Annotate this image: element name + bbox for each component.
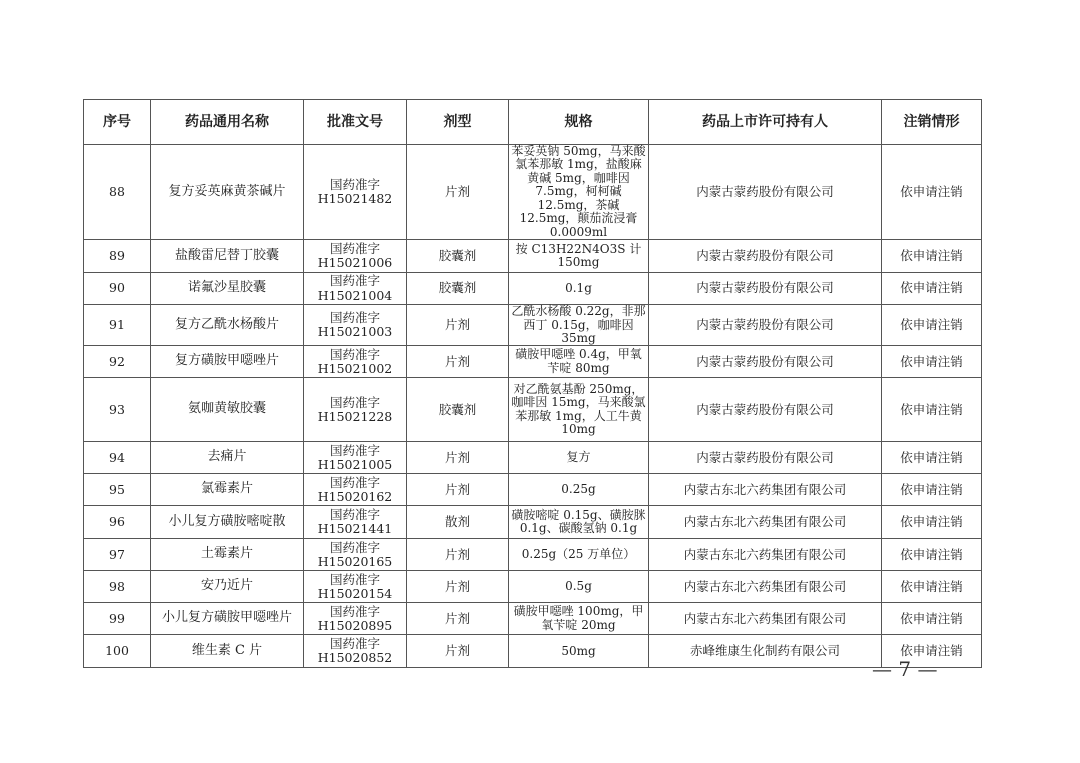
row-number: 95 bbox=[84, 474, 151, 506]
drug-name: 复方乙酰水杨酸片 bbox=[151, 305, 304, 346]
specification: 对乙酰氨基酚 250mg，咖啡因 15mg，马来酸氯苯那敏 1mg，人工牛黄10mg bbox=[509, 378, 649, 442]
row-number: 94 bbox=[84, 442, 151, 474]
row-number: 98 bbox=[84, 571, 151, 603]
table-row bbox=[84, 273, 982, 305]
row-number: 90 bbox=[84, 273, 151, 305]
dosage-form: 片剂 bbox=[407, 603, 509, 635]
dosage-form: 片剂 bbox=[407, 571, 509, 603]
dosage-form: 胶囊剂 bbox=[407, 240, 509, 273]
cancellation-status: 依申请注销 bbox=[882, 539, 982, 571]
row-number: 89 bbox=[84, 240, 151, 273]
header-cell: 规格 bbox=[509, 100, 649, 145]
approval-number: 国药准字H15020165 bbox=[304, 539, 407, 571]
dosage-form: 片剂 bbox=[407, 346, 509, 378]
specification: 0.25g（25 万单位） bbox=[509, 539, 649, 571]
specification: 0.1g bbox=[509, 273, 649, 305]
drug-name: 小儿复方磺胺嘧啶散 bbox=[151, 506, 304, 539]
cancellation-status: 依申请注销 bbox=[882, 273, 982, 305]
approval-number: 国药准字H15021228 bbox=[304, 378, 407, 442]
page-number: — 7 — bbox=[872, 657, 938, 681]
approval-number: 国药准字H15020162 bbox=[304, 474, 407, 506]
header-cell: 序号 bbox=[84, 100, 151, 145]
dosage-form: 散剂 bbox=[407, 506, 509, 539]
drug-name: 复方妥英麻黄茶碱片 bbox=[151, 145, 304, 240]
header-cell: 批准文号 bbox=[304, 100, 407, 145]
row-number: 92 bbox=[84, 346, 151, 378]
table-row bbox=[84, 378, 982, 442]
approval-number: 国药准字H15020154 bbox=[304, 571, 407, 603]
approval-number: 国药准字H15021004 bbox=[304, 273, 407, 305]
approval-number: 国药准字H15021441 bbox=[304, 506, 407, 539]
specification: 复方 bbox=[509, 442, 649, 474]
specification: 苯妥英钠 50mg，马来酸氯苯那敏 1mg，盐酸麻黄碱 5mg，咖啡因7.5mg，柯柯碱 12.5mg，茶碱 12.5mg，颠茄流浸膏 0.0009ml bbox=[509, 145, 649, 240]
table-row bbox=[84, 346, 982, 378]
table-row bbox=[84, 506, 982, 539]
table-row bbox=[84, 474, 982, 506]
cancellation-status: 依申请注销 bbox=[882, 603, 982, 635]
license-holder: 内蒙古蒙药股份有限公司 bbox=[649, 378, 882, 442]
cancellation-status: 依申请注销 bbox=[882, 571, 982, 603]
dosage-form: 胶囊剂 bbox=[407, 273, 509, 305]
drug-cancellation-table bbox=[83, 99, 982, 668]
table-row bbox=[84, 635, 982, 668]
header-cell: 药品通用名称 bbox=[151, 100, 304, 145]
approval-number: 国药准字H15021006 bbox=[304, 240, 407, 273]
drug-name: 盐酸雷尼替丁胶囊 bbox=[151, 240, 304, 273]
cancellation-status: 依申请注销 bbox=[882, 474, 982, 506]
dosage-form: 片剂 bbox=[407, 442, 509, 474]
specification: 按 C13H22N4O3S 计150mg bbox=[509, 240, 649, 273]
header-cell: 药品上市许可持有人 bbox=[649, 100, 882, 145]
specification: 乙酰水杨酸 0.22g，非那西丁 0.15g，咖啡因 35mg bbox=[509, 305, 649, 346]
license-holder: 内蒙古蒙药股份有限公司 bbox=[649, 305, 882, 346]
dosage-form: 胶囊剂 bbox=[407, 378, 509, 442]
cancellation-status: 依申请注销 bbox=[882, 240, 982, 273]
license-holder: 内蒙古东北六药集团有限公司 bbox=[649, 506, 882, 539]
drug-name: 氯霉素片 bbox=[151, 474, 304, 506]
license-holder: 内蒙古东北六药集团有限公司 bbox=[649, 474, 882, 506]
row-number: 96 bbox=[84, 506, 151, 539]
row-number: 93 bbox=[84, 378, 151, 442]
license-holder: 赤峰维康生化制药有限公司 bbox=[649, 635, 882, 668]
drug-name: 去痛片 bbox=[151, 442, 304, 474]
specification: 0.5g bbox=[509, 571, 649, 603]
approval-number: 国药准字H15021005 bbox=[304, 442, 407, 474]
approval-number: 国药准字H15021003 bbox=[304, 305, 407, 346]
table-row bbox=[84, 539, 982, 571]
table-row bbox=[84, 571, 982, 603]
table-row bbox=[84, 240, 982, 273]
cancellation-status: 依申请注销 bbox=[882, 442, 982, 474]
specification: 50mg bbox=[509, 635, 649, 668]
drug-name: 安乃近片 bbox=[151, 571, 304, 603]
dosage-form: 片剂 bbox=[407, 474, 509, 506]
drug-name: 维生素 C 片 bbox=[151, 635, 304, 668]
drug-name: 土霉素片 bbox=[151, 539, 304, 571]
row-number: 100 bbox=[84, 635, 151, 668]
specification: 0.25g bbox=[509, 474, 649, 506]
license-holder: 内蒙古蒙药股份有限公司 bbox=[649, 442, 882, 474]
dosage-form: 片剂 bbox=[407, 635, 509, 668]
dosage-form: 片剂 bbox=[407, 305, 509, 346]
specification: 磺胺甲噁唑 100mg，甲氧苄啶 20mg bbox=[509, 603, 649, 635]
specification: 磺胺甲噁唑 0.4g，甲氧苄啶 80mg bbox=[509, 346, 649, 378]
row-number: 97 bbox=[84, 539, 151, 571]
license-holder: 内蒙古蒙药股份有限公司 bbox=[649, 273, 882, 305]
header-cell: 注销情形 bbox=[882, 100, 982, 145]
license-holder: 内蒙古东北六药集团有限公司 bbox=[649, 539, 882, 571]
drug-name: 复方磺胺甲噁唑片 bbox=[151, 346, 304, 378]
drug-name: 小儿复方磺胺甲噁唑片 bbox=[151, 603, 304, 635]
table-row bbox=[84, 603, 982, 635]
approval-number: 国药准字H15021002 bbox=[304, 346, 407, 378]
license-holder: 内蒙古蒙药股份有限公司 bbox=[649, 346, 882, 378]
dosage-form: 片剂 bbox=[407, 145, 509, 240]
approval-number: 国药准字H15020852 bbox=[304, 635, 407, 668]
cancellation-status: 依申请注销 bbox=[882, 305, 982, 346]
row-number: 91 bbox=[84, 305, 151, 346]
table-row bbox=[84, 442, 982, 474]
row-number: 88 bbox=[84, 145, 151, 240]
drug-name: 诺氟沙星胶囊 bbox=[151, 273, 304, 305]
license-holder: 内蒙古蒙药股份有限公司 bbox=[649, 240, 882, 273]
cancellation-status: 依申请注销 bbox=[882, 378, 982, 442]
table-row bbox=[84, 145, 982, 240]
header-cell: 剂型 bbox=[407, 100, 509, 145]
specification: 磺胺嘧啶 0.15g、磺胺脒0.1g、碳酸氢钠 0.1g bbox=[509, 506, 649, 539]
cancellation-status: 依申请注销 bbox=[882, 635, 982, 668]
approval-number: 国药准字H15020895 bbox=[304, 603, 407, 635]
license-holder: 内蒙古东北六药集团有限公司 bbox=[649, 571, 882, 603]
table-row bbox=[84, 305, 982, 346]
license-holder: 内蒙古蒙药股份有限公司 bbox=[649, 145, 882, 240]
dosage-form: 片剂 bbox=[407, 539, 509, 571]
drug-name: 氨咖黄敏胶囊 bbox=[151, 378, 304, 442]
row-number: 99 bbox=[84, 603, 151, 635]
cancellation-status: 依申请注销 bbox=[882, 506, 982, 539]
cancellation-status: 依申请注销 bbox=[882, 346, 982, 378]
table-header-row bbox=[84, 100, 982, 145]
license-holder: 内蒙古东北六药集团有限公司 bbox=[649, 603, 882, 635]
approval-number: 国药准字H15021482 bbox=[304, 145, 407, 240]
cancellation-status: 依申请注销 bbox=[882, 145, 982, 240]
